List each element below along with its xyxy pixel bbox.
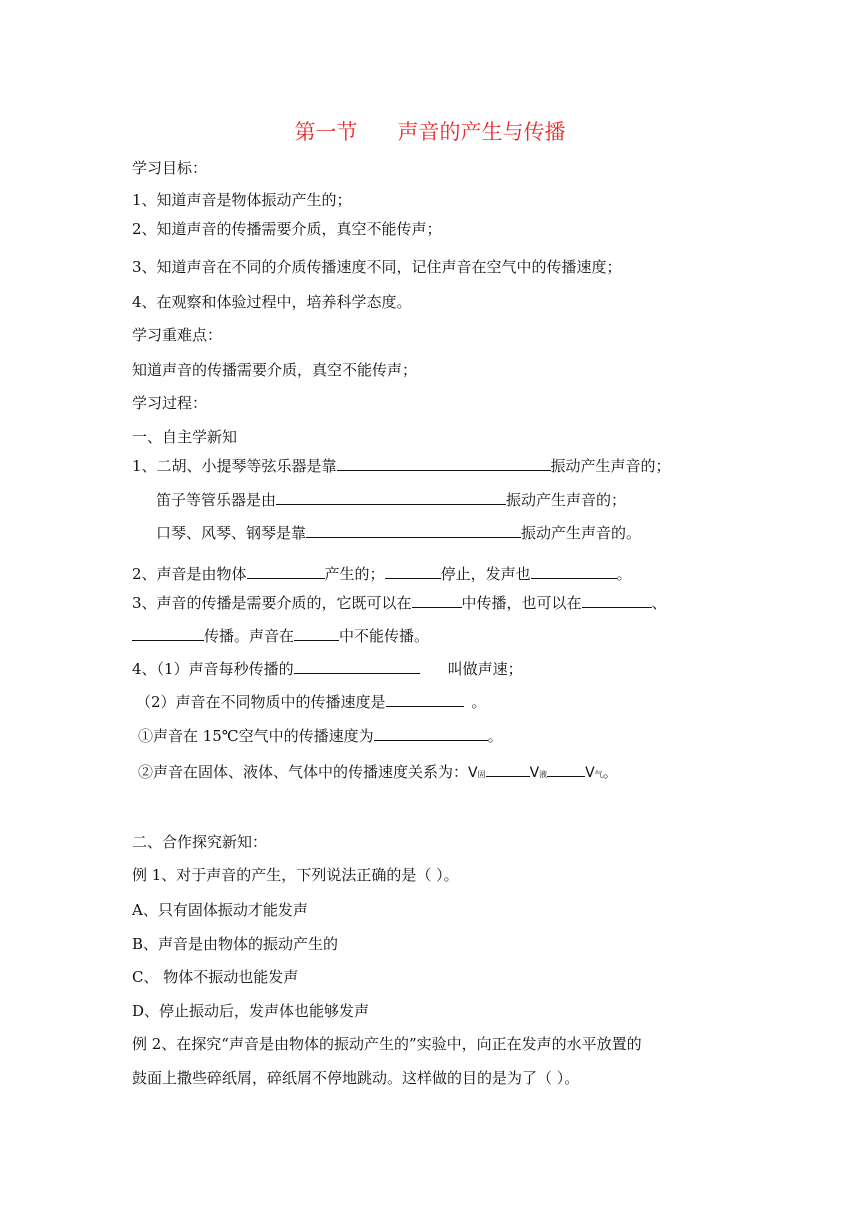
q1c-blank[interactable] bbox=[306, 522, 521, 538]
v-liquid-subscript: 液 bbox=[539, 770, 548, 779]
q4-text-4a: ②声音在固体、液体、气体中的传播速度关系为： bbox=[138, 763, 469, 781]
v-gas-symbol: V bbox=[585, 765, 595, 781]
q2-text-2: 产生的； bbox=[324, 565, 385, 583]
q1b-blank[interactable] bbox=[276, 489, 506, 505]
example-1-option-d: D、停止振动后，发声体也能够发声 bbox=[132, 1002, 370, 1020]
page-title: 第一节 声音的产生与传播 bbox=[294, 120, 566, 144]
v-solid-subscript: 固 bbox=[477, 770, 486, 779]
q3-text-5: 中不能传播。 bbox=[339, 627, 430, 645]
q2-text-3: 停止，发声也 bbox=[440, 565, 531, 583]
q3-blank-1[interactable] bbox=[412, 592, 462, 608]
q4-text-2a: （2）声音在不同物质中的传播速度是 bbox=[136, 693, 386, 711]
q4-blank-4[interactable] bbox=[486, 761, 530, 777]
example-1-question: 例 1、对于声音的产生，下列说法正确的是（ ）。 bbox=[132, 866, 459, 884]
q3-text-2: 中传播，也可以在 bbox=[461, 594, 582, 612]
q3-blank-4[interactable] bbox=[294, 625, 339, 641]
question-4-line-3 bbox=[138, 725, 503, 746]
q3-text-3: 、 bbox=[651, 594, 667, 612]
q3-text-4: 传播。声音在 bbox=[204, 627, 295, 645]
section-2-heading: 二、合作探究新知： bbox=[132, 833, 268, 851]
q3-blank-2[interactable] bbox=[582, 592, 652, 608]
question-1-line-b bbox=[156, 489, 626, 510]
q4-text-3b: 。 bbox=[487, 727, 503, 745]
q4-text-2: 叫做声速； bbox=[447, 660, 523, 678]
q2-text-4: 。 bbox=[616, 565, 632, 583]
q3-blank-3[interactable] bbox=[132, 625, 204, 641]
q1c-text: 口琴、风琴、钢琴是靠 bbox=[156, 524, 307, 542]
example-1-option-c: C、 物体不振动也能发声 bbox=[132, 968, 299, 986]
example-2-line-1: 例 2、在探究“声音是由物体的振动产生的”实验中，向正在发声的水平放置的 bbox=[132, 1035, 642, 1053]
q1a-tail: 振动产生声音的； bbox=[550, 457, 671, 475]
question-4-line-1 bbox=[132, 658, 523, 679]
q4-blank-1[interactable] bbox=[294, 658, 420, 674]
v-liquid-symbol: V bbox=[529, 765, 540, 781]
example-1-option-a: A、只有固体振动才能发声 bbox=[132, 901, 308, 919]
key-heading: 学习重难点： bbox=[132, 326, 223, 344]
question-2 bbox=[132, 563, 632, 584]
q4-blank-3[interactable] bbox=[374, 725, 488, 741]
q4-text-3a: ①声音在 15℃空气中的传播速度为 bbox=[138, 727, 374, 745]
q4-text-2b: 。 bbox=[471, 693, 487, 711]
section-1-heading: 一、自主学新知 bbox=[132, 428, 238, 446]
q3-text-1: 3、声音的传播是需要介质的，它既可以在 bbox=[132, 594, 412, 612]
q4-blank-2[interactable] bbox=[386, 691, 464, 707]
q2-blank-1[interactable] bbox=[247, 563, 325, 579]
q4-text-end: 。 bbox=[602, 763, 618, 781]
q2-text-1: 2、声音是由物体 bbox=[132, 565, 247, 583]
q2-blank-3[interactable] bbox=[531, 563, 617, 579]
q1c-tail: 振动产生声音的。 bbox=[521, 524, 642, 542]
question-1-line-c bbox=[156, 522, 641, 543]
goals-heading: 学习目标： bbox=[132, 159, 208, 177]
q1b-tail: 振动产生声音的； bbox=[506, 491, 627, 509]
v-solid-symbol: V bbox=[468, 765, 478, 781]
process-heading: 学习过程： bbox=[132, 394, 208, 412]
q4-blank-5[interactable] bbox=[547, 761, 585, 777]
question-4-line-4 bbox=[138, 761, 618, 785]
key-text: 知道声音的传播需要介质，真空不能传声； bbox=[132, 361, 418, 379]
goal-item-4: 4、在观察和体验过程中，培养科学态度。 bbox=[132, 293, 412, 311]
q2-blank-2[interactable] bbox=[385, 563, 441, 579]
question-1-line-a bbox=[132, 455, 671, 476]
q1a-text: 1、二胡、小提琴等弦乐器是靠 bbox=[132, 457, 337, 475]
goal-item-3: 3、知道声音在不同的介质传播速度不同，记住声音在空气中的传播速度； bbox=[132, 258, 622, 276]
goal-item-2: 2、知道声音的传播需要介质，真空不能传声； bbox=[132, 220, 442, 238]
q1b-text: 笛子等管乐器是由 bbox=[156, 491, 277, 509]
example-1-option-b: B、声音是由物体的振动产生的 bbox=[132, 935, 339, 953]
goal-item-1: 1、知道声音是物体振动产生的； bbox=[132, 191, 352, 209]
v-gas-subscript: 气 bbox=[594, 770, 603, 779]
example-2-line-2: 鼓面上撒些碎纸屑，碎纸屑不停地跳动。这样做的目的是为了（ ）。 bbox=[132, 1069, 580, 1087]
question-4-line-2 bbox=[136, 691, 487, 712]
q1a-blank[interactable] bbox=[337, 455, 551, 471]
question-3-line-b bbox=[132, 625, 429, 646]
question-3-line-a bbox=[132, 592, 667, 613]
q4-text-1: 4、（1）声音每秒传播的 bbox=[132, 660, 294, 678]
